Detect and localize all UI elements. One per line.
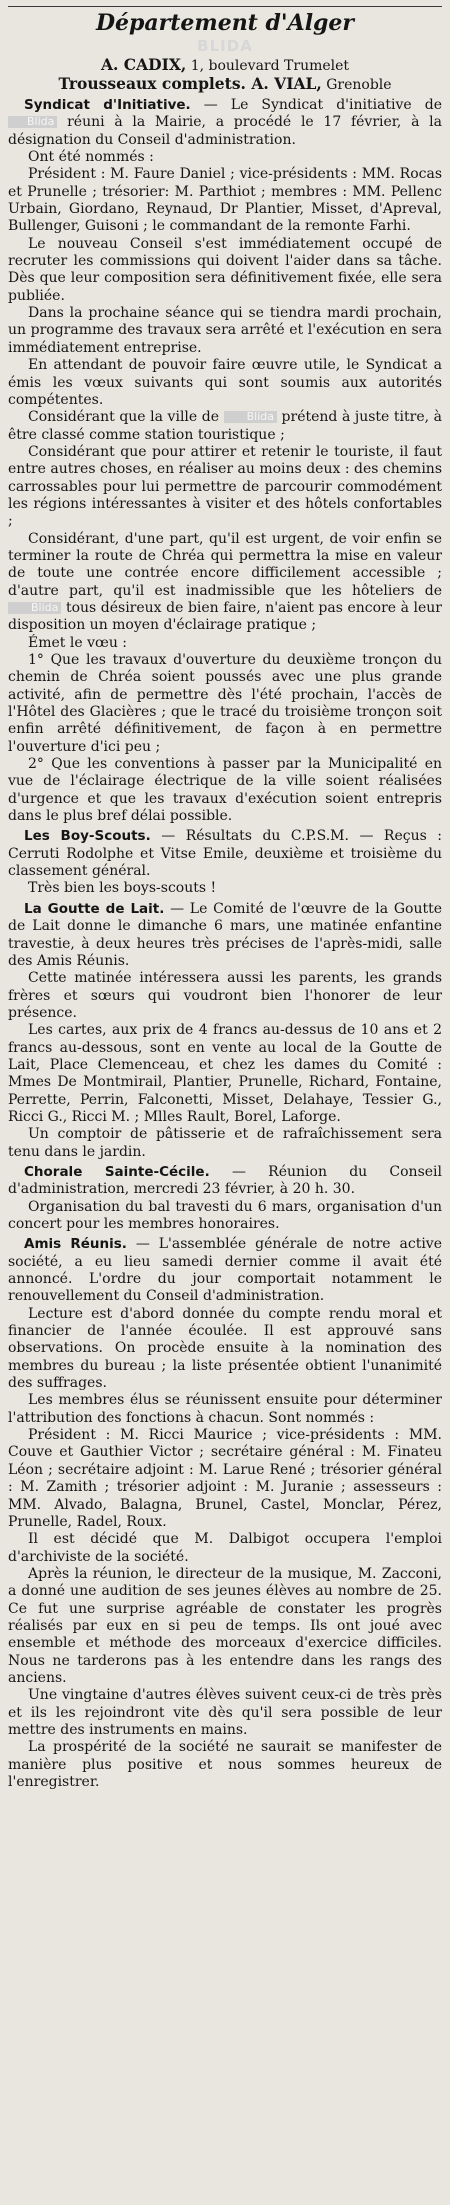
paragraph: Émet le vœu : <box>28 634 128 651</box>
text: Considérant que la ville de <box>28 409 224 426</box>
advert-cadix-name: A. CADIX, <box>100 55 187 74</box>
text: — L'assemblée générale de notre active société, a eu lieu samedi dernier comme il avait été annoncé. L'ordre du jour comportait notamment le renouvellement du Conseil d'administration. <box>8 1236 442 1305</box>
advert-vial <box>8 75 442 94</box>
article-title: La Goutte de Lait. <box>24 900 165 917</box>
paragraph: Les cartes, aux prix de 4 francs au-dessus de 10 ans et 2 francs au-dessous, sont en vente au local de la Goutte de Lait, Place Clemenceau, et chez les dames du Comité : Mmes De Montmirail, Plantier, Prunelle, Richard, Fontaine, Perrette, Perrin, Falconetti, Misset, Delahaye, Tessier G., Ricci G., Ricci M. ; Mlles Rault, Borel, Laforge. <box>8 1022 442 1125</box>
paragraph: Après la réunion, le directeur de la musique, M. Zacconi, a donné une audition de ses jeunes élèves au nombre de 25. Ce fut une surprise agréable de constater les progrès réalisés par eux en si peu de temps. Ils ont joué avec ensemble et méthode des morceaux d'exercice difficiles. Nous ne tarderons pas à les entendre dans les rangs des anciens. <box>8 1565 442 1686</box>
text: — Le Syndicat d'initiative de <box>190 97 442 113</box>
paragraph: 1° Que les travaux d'ouverture du deuxième tronçon du chemin de Chréa soient poussés avec une plus grande activité, afin de permettre dès l'été prochain, l'accès de l'Hôtel des Glacières ; que le tracé du troisième tronçon soit enfin arrêté définitivement, de façon à en permettre l'ouverture d'ici peu ; <box>8 652 442 755</box>
paragraph: La prospérité de la société ne saurait se manifester de manière plus positive et nous sommes heureux de l'enregistrer. <box>8 1739 442 1790</box>
article-syndicat <box>8 97 442 825</box>
paragraph <box>8 1164 442 1199</box>
paragraph: Une vingtaine d'autres élèves suivent ceux-ci de très près et ils les rejoindront vite dès qu'il sera possible de leur mettre des instruments en mains. <box>8 1687 442 1738</box>
advert-vial-name: A. VIAL, <box>251 74 322 93</box>
text: prétend à juste titre, à être classé comme station touristique ; <box>8 409 442 443</box>
text: tous désireux de bien faire, n'aient pas encore à leur disposition un moyen d'éclairage pratique ; <box>8 599 442 634</box>
paragraph: Dans la prochaine séance qui se tiendra mardi prochain, un programme des travaux sera arrêté et l'exécution en sera immédiatement entreprise. <box>8 305 442 356</box>
paragraph <box>8 97 442 149</box>
paragraph: Lecture est d'abord donnée du compte rendu moral et financier de l'année écoulée. Il est approuvé sans observations. On procède ensuite à la nomination des membres du bureau ; la liste présentée obtient l'unanimité des suffrages. <box>8 1305 442 1392</box>
paragraph: Président : M. Ricci Maurice ; vice-présidents : MM. Couve et Gauthier Victor ; secrétaire général : M. Finateu Léon ; secrétaire adjoint : M. Larue René ; trésorier général : M. Zamith ; trésorier adjoint : M. Juranie ; assesseurs : MM. Alvado, Balagna, Brunel, Castel, Monclar, Pérez, Prunelle, Radel, Roux. <box>8 1427 442 1530</box>
article-amis-reunis <box>8 1236 442 1791</box>
advert-vial-prefix: Trousseaux complets. <box>58 74 252 93</box>
advert-vial-city: Grenoble <box>321 77 392 93</box>
text: — Résultats du C.P.S.M. — Reçus : Cerruti Rodolphe et Vitse Emile, deuxième et troisième du classement général. <box>8 828 442 880</box>
paragraph: Un comptoir de pâtisserie et de rafraîchissement sera tenu dans le jardin. <box>8 1126 442 1160</box>
text: Considérant, d'une part, qu'il est urgent, de voir enfin se terminer la route de Chréa qui permettra la mise en valeur de toute une contrée encore difficilement accessible ; d'autre part, qu'il est inadmissible que les hôteliers de <box>8 530 442 599</box>
article-title: Syndicat d'Initiative. <box>24 97 191 113</box>
paragraph: Considérant que pour attirer et retenir le touriste, il faut entre autres choses, en réaliser au moins deux : des chemins carrossables pour lui permettre de parcourir commodément les régions intéressantes à visiter et des hôtels confortables ; <box>8 443 442 530</box>
censored-word: Blida <box>8 116 57 128</box>
text: — Réunion du Conseil d'administration, mercredi 23 février, à 20 h. 30. <box>8 1163 442 1198</box>
paragraph: Très bien les boys-scouts ! <box>28 880 217 897</box>
censored-word: Blida <box>224 411 277 423</box>
article-title: Amis Réunis. <box>24 1236 127 1253</box>
article-goutte-de-lait <box>8 901 442 1161</box>
paragraph: Les membres élus se réunissent ensuite pour déterminer l'attribution des fonctions à chacun. Sont nommés : <box>8 1392 442 1426</box>
paragraph <box>8 531 442 635</box>
paragraph <box>8 828 442 880</box>
paragraph: Cette matinée intéressera aussi les parents, les grands frères et sœurs qui voudront bien l'honorer de leur présence. <box>8 970 442 1021</box>
advert-cadix <box>8 56 442 75</box>
paragraph: En attendant de pouvoir faire œuvre utile, le Syndicat a émis les vœux suivants qui sont soumis aux autorités compétentes. <box>8 357 442 408</box>
article-boyscouts <box>8 828 442 897</box>
text: — Le Comité de l'œuvre de la Goutte de Lait donne le dimanche 6 mars, une matinée enfantine travestie, à deux heures très précises de l'après-midi, salle des Amis Réunis. <box>8 900 442 969</box>
paragraph <box>8 409 442 444</box>
paragraph: 2° Que les conventions à passer par la Municipalité en vue de l'éclairage électrique de la ville soient réalisées d'urgence et que les travaux d'exécution soient entrepris dans le plus bref délai possible. <box>8 756 442 825</box>
city-heading: BLIDA <box>197 37 253 55</box>
paragraph: Organisation du bal travesti du 6 mars, organisation d'un concert pour les membres honoraires. <box>8 1198 442 1232</box>
advert-cadix-address: 1, boulevard Trumelet <box>186 58 350 74</box>
article-chorale <box>8 1164 442 1233</box>
article-title: Les Boy-Scouts. <box>24 828 151 845</box>
paragraph <box>8 901 442 970</box>
text: réuni à la Mairie, a procédé le 17 février, à la désignation du Conseil d'administration. <box>8 114 442 148</box>
top-rule <box>8 6 442 7</box>
paragraph: Il est décidé que M. Dalbigot occupera l'emploi d'archiviste de la société. <box>8 1531 442 1565</box>
article-title: Chorale Sainte-Cécile. <box>24 1163 210 1180</box>
paragraph <box>8 1236 442 1305</box>
censored-word: Blida <box>8 602 61 614</box>
paragraph: Ont été nommés : <box>28 149 154 166</box>
paragraph: Le nouveau Conseil s'est immédiatement occupé de recruter les commissions qui doivent l'aider dans sa tâche. Dès que leur composition sera définitivement fixée, elle sera publiée. <box>8 235 442 304</box>
paragraph: Président : M. Faure Daniel ; vice-présidents : MM. Rocas et Prunelle ; trésorier: M. Parthiot ; membres : MM. Pellenc Urbain, Giordano, Reynaud, Dr Plantier, Misset, d'Apreval, Bullenger, Guisoni ; le commandant de la remonte Farhi. <box>8 166 442 235</box>
page-title: Département d'Alger <box>95 10 355 36</box>
